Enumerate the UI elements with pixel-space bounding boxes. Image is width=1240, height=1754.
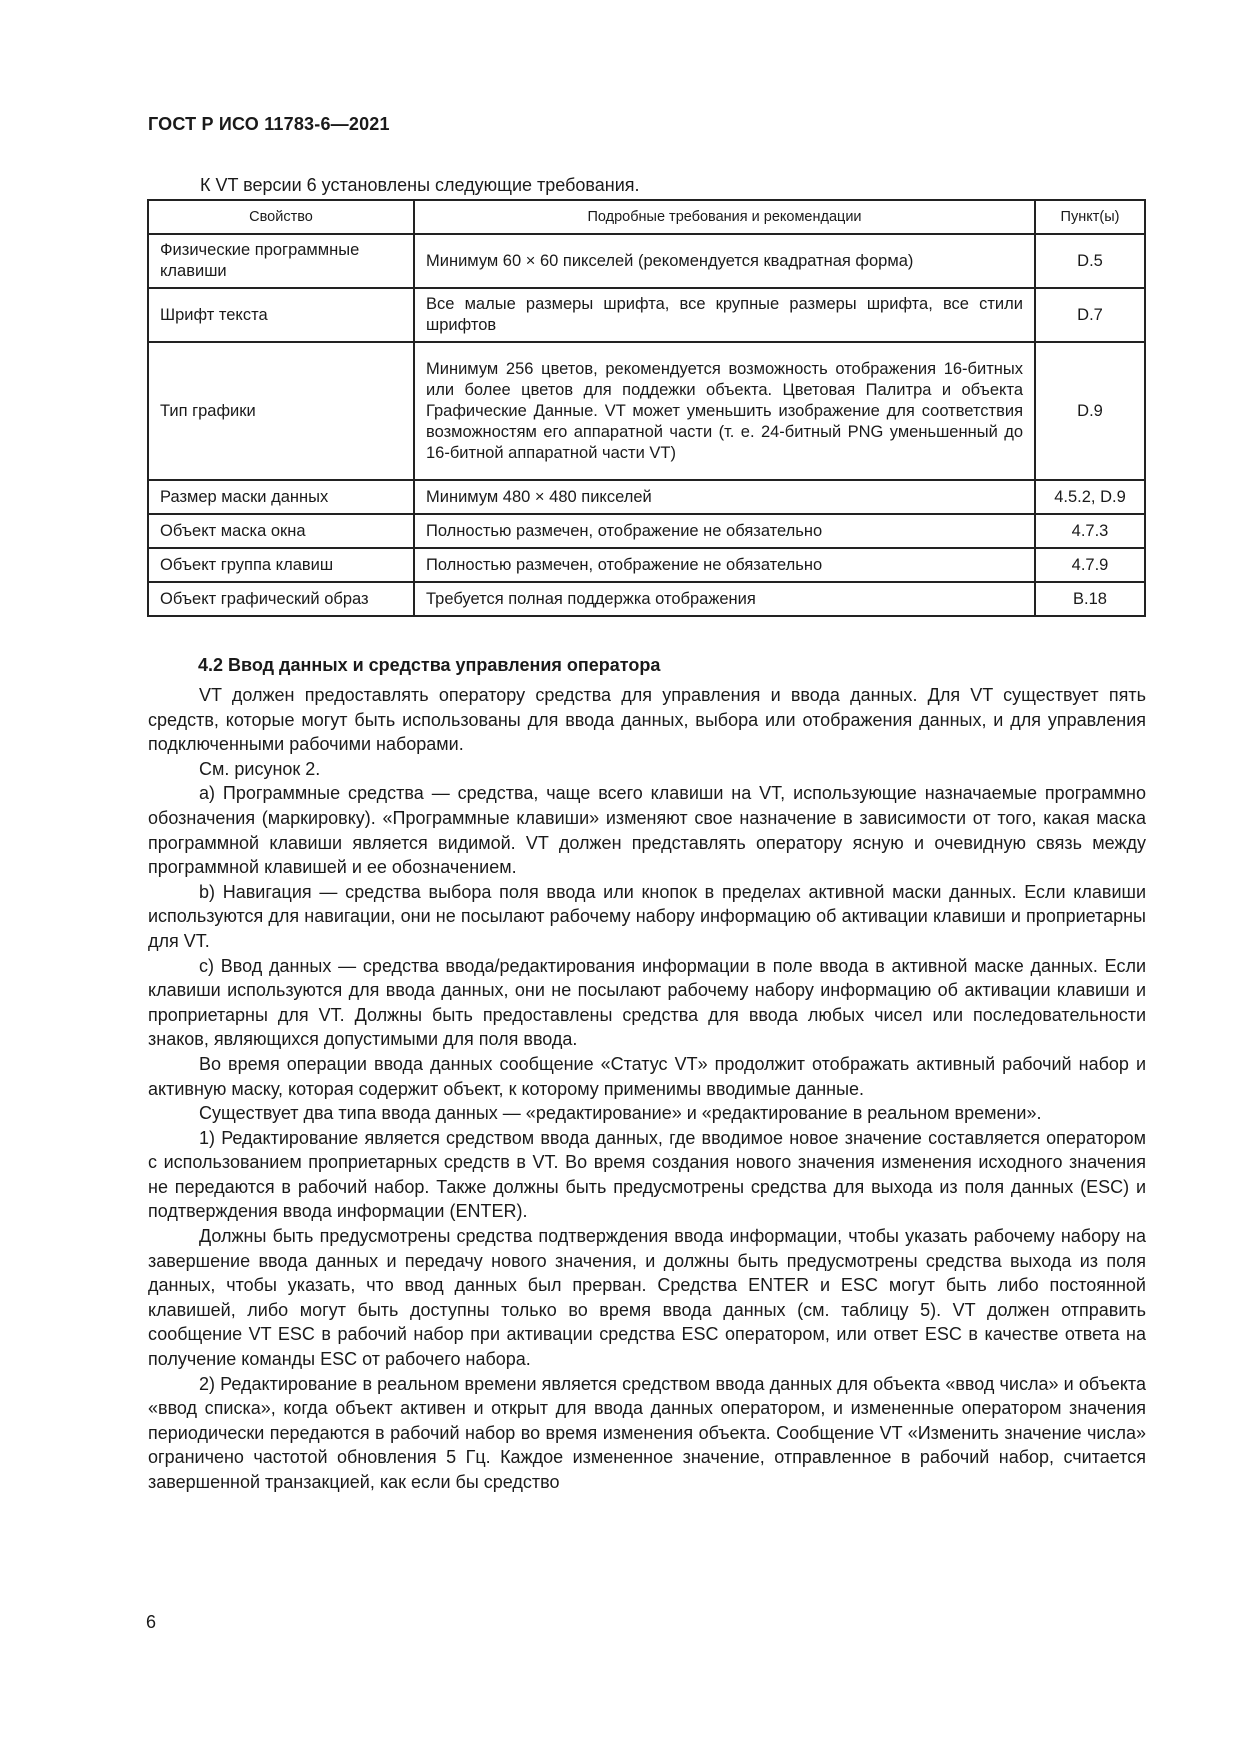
- row-clause: 4.7.3: [1035, 514, 1145, 548]
- row-clause: 4.5.2, D.9: [1035, 480, 1145, 514]
- paragraph: c) Ввод данных — средства ввода/редактирования информации в поле ввода в активной маске данных. Если клавиши используются для ввода данных, они не посылают рабочему набору информацию об активации клавиши и проприетарны для VT. Должны быть предоставлены средства для ввода любых чисел или последовательности знаков, являющихся допустимыми для поля ввода.: [148, 955, 1146, 1050]
- row-clause: B.18: [1035, 582, 1145, 616]
- row-details: Полностью размечен, отображение не обязательно: [414, 514, 1035, 548]
- paragraph: См. рисунок 2.: [199, 758, 321, 779]
- paragraph: Существует два типа ввода данных — «редактирование» и «редактирование в реальном времени».: [199, 1103, 1042, 1124]
- table-row: [148, 514, 1145, 548]
- table-row: [148, 582, 1145, 616]
- row-clause: D.7: [1035, 288, 1145, 342]
- document-header: ГОСТ Р ИСО 11783-6—2021: [148, 114, 390, 134]
- row-details: Все малые размеры шрифта, все крупные размеры шрифта, все стили шрифтов: [414, 288, 1035, 342]
- row-details: Минимум 256 цветов, рекомендуется возможность отображения 16-битных или более цветов для поддежки объекта. Цветовая Палитра и объекта Графические Данные. VT может уменьшить изображение для соответствия возможностям его аппаратной части (т. е. 24-битный PNG уменьшенный до 16-битной аппаратной части VT): [414, 342, 1035, 480]
- page-number: 6: [146, 1612, 157, 1632]
- column-header-clauses: Пункт(ы): [1035, 200, 1145, 234]
- table-intro: К VT версии 6 установлены следующие требования.: [200, 175, 640, 195]
- row-property: Физические программные клавиши: [148, 234, 414, 288]
- row-property: Объект маска окна: [148, 514, 414, 548]
- paragraph: Во время операции ввода данных сообщение «Статус VT» продолжит отображать активный рабочий набор и активную маску, которая содержит объект, к которому применимы вводимые данные.: [148, 1053, 1146, 1099]
- table-row: [148, 548, 1145, 582]
- row-property: Объект группа клавиш: [148, 548, 414, 582]
- paragraph: 2) Редактирование в реальном времени является средством ввода данных для объекта «ввод числа» и объекта «ввод списка», когда объект активен и открыт для ввода данных оператором, и измененные оператором значения периодически передаются в рабочий набор во время изменения объекта. Сообщение VT «Изменить значение числа» ограничено частотой обновления 5 Гц. Каждое измененное значение, отправленное в рабочий набор, считается завершенной транзакцией, как если бы средство: [148, 1373, 1146, 1492]
- table-row: [148, 234, 1145, 288]
- column-header-property: Свойство: [148, 200, 414, 234]
- paragraph: b) Навигация — средства выбора поля ввода или кнопок в пределах активной маски данных. Если клавиши используются для навигации, они не посылают рабочему набору информацию об активации клавиши и проприетарны для VT.: [148, 881, 1146, 951]
- requirements-table: [147, 199, 1146, 617]
- paragraph: Должны быть предусмотрены средства подтверждения ввода информации, чтобы указать рабочему набору на завершение ввода данных и передачу нового значения, и должны быть предусмотрены средства выхода из поля данных, чтобы указать, что ввод данных был прерван. Средства ENTER и ESC могут быть либо постоянной клавишей, либо могут быть доступны только во время ввода данных (см. таблицу 5). VT должен отправить сообщение VT ESC в рабочий набор при активации средства ESC оператором, или ответ ESC в качестве ответа на получение команды ESC от рабочего набора.: [148, 1226, 1146, 1370]
- table-row: [148, 342, 1145, 480]
- table-row: [148, 480, 1145, 514]
- row-property: Объект графический образ: [148, 582, 414, 616]
- table-row: [148, 288, 1145, 342]
- row-property: Шрифт текста: [148, 288, 414, 342]
- row-details: Минимум 60 × 60 пикселей (рекомендуется квадратная форма): [414, 234, 1035, 288]
- row-clause: 4.7.9: [1035, 548, 1145, 582]
- column-header-details: Подробные требования и рекомендации: [414, 200, 1035, 234]
- row-details: Минимум 480 × 480 пикселей: [414, 480, 1035, 514]
- section-4-2: [148, 654, 1146, 1495]
- row-details: Требуется полная поддержка отображения: [414, 582, 1035, 616]
- paragraph: VT должен предоставлять оператору средства для управления и ввода данных. Для VT существует пять средств, которые могут быть использованы для ввода данных, выбора или отображения данных, и для управления подключенными рабочими наборами.: [148, 685, 1146, 755]
- row-property: Размер маски данных: [148, 480, 414, 514]
- row-details: Полностью размечен, отображение не обязательно: [414, 548, 1035, 582]
- row-clause: D.5: [1035, 234, 1145, 288]
- table-header-row: [148, 200, 1145, 234]
- paragraph: a) Программные средства — средства, чаще всего клавиши на VT, использующие назначаемые программно обозначения (маркировку). «Программные клавиши» изменяют свое назначение в зависимости от того, какая маска программной клавиши является видимой. VT должен представлять оператору ясную и очевидную связь между программной клавишей и ее обозначением.: [148, 783, 1146, 878]
- section-title: 4.2 Ввод данных и средства управления оператора: [198, 655, 661, 675]
- row-clause: D.9: [1035, 342, 1145, 480]
- row-property: Тип графики: [148, 342, 414, 480]
- paragraph: 1) Редактирование является средством ввода данных, где вводимое новое значение составляется оператором с использованием проприетарных средств в VT. Во время создания нового значения изменения исходного значения не передаются в рабочий набор. Также должны быть предусмотрены средства для выхода из поля данных (ESC) и подтверждения ввода информации (ENTER).: [148, 1127, 1146, 1222]
